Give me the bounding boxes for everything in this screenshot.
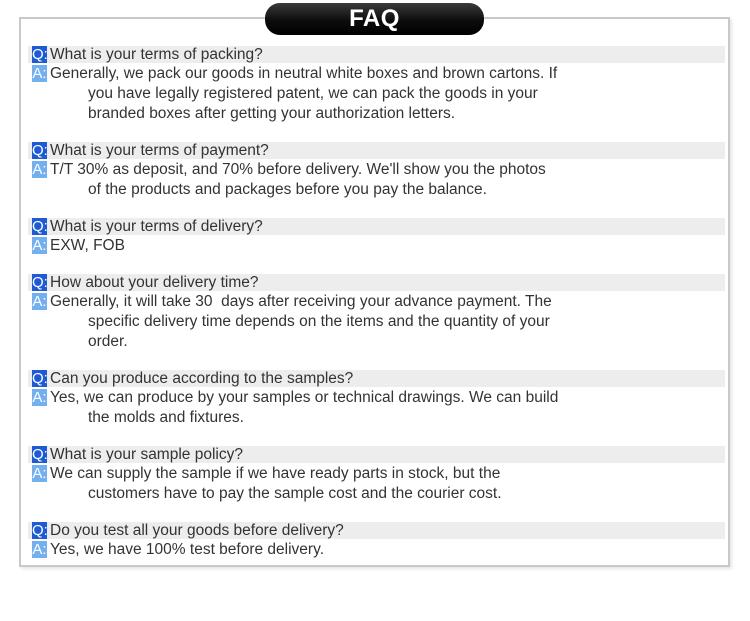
- answer-text: [50, 160, 546, 200]
- question-row: [28, 446, 725, 463]
- question-text: What is your sample policy?: [50, 446, 243, 463]
- a-badge: A:: [32, 65, 47, 82]
- answer-row: [28, 236, 728, 256]
- answer-text: [50, 292, 552, 352]
- answer-text: [50, 540, 324, 560]
- answer-line: Generally, it will take 30 days after receiving your advance payment. The: [50, 293, 552, 310]
- faq-item: [21, 274, 728, 352]
- q-badge: Q:: [32, 218, 48, 235]
- answer-line: Yes, we have 100% test before delivery.: [50, 541, 324, 558]
- a-badge: A:: [32, 389, 47, 406]
- question-text: Do you test all your goods before delivery?: [50, 522, 344, 539]
- question-text: What is your terms of payment?: [50, 142, 269, 159]
- faq-content: [21, 19, 728, 560]
- q-badge: Q:: [32, 446, 48, 463]
- answer-text: [50, 64, 557, 124]
- answer-row: [28, 160, 728, 200]
- question-row: [28, 46, 725, 63]
- answer-line: order.: [88, 333, 128, 350]
- question-row: [28, 218, 725, 235]
- answer-row: [28, 292, 728, 352]
- faq-title: FAQ: [349, 5, 400, 32]
- answer-line: the molds and fixtures.: [88, 409, 244, 426]
- faq-item: [21, 218, 728, 256]
- q-badge: Q:: [32, 522, 48, 539]
- question-row: [28, 370, 725, 387]
- answer-line: of the products and packages before you pay the balance.: [88, 181, 487, 198]
- question-text: What is your terms of packing?: [50, 46, 263, 63]
- answer-text: [50, 464, 502, 504]
- a-badge: A:: [32, 237, 47, 254]
- a-badge: A:: [32, 541, 47, 558]
- answer-line: specific delivery time depends on the items and the quantity of your: [88, 313, 550, 330]
- answer-line: you have legally registered patent, we can pack the goods in your: [88, 85, 538, 102]
- question-text: Can you produce according to the samples?: [50, 370, 354, 387]
- answer-text: [50, 236, 125, 256]
- answer-row: [28, 64, 728, 124]
- question-text: What is your terms of delivery?: [50, 218, 263, 235]
- q-badge: Q:: [32, 274, 48, 291]
- a-badge: A:: [32, 465, 47, 482]
- faq-item: [21, 46, 728, 124]
- q-badge: Q:: [32, 46, 48, 63]
- faq-item: [21, 142, 728, 200]
- answer-line: T/T 30% as deposit, and 70% before delivery. We'll show you the photos: [50, 161, 546, 178]
- answer-row: [28, 540, 728, 560]
- faq-item: [21, 446, 728, 504]
- answer-row: [28, 388, 728, 428]
- faq-item: [21, 370, 728, 428]
- a-badge: A:: [32, 161, 47, 178]
- question-row: [28, 274, 725, 291]
- answer-line: We can supply the sample if we have ready parts in stock, but the: [50, 465, 501, 482]
- answer-line: Generally, we pack our goods in neutral white boxes and brown cartons. If: [50, 65, 558, 82]
- a-badge: A:: [32, 293, 47, 310]
- question-row: [28, 522, 725, 539]
- answer-line: customers have to pay the sample cost and the courier cost.: [88, 485, 502, 502]
- answer-row: [28, 464, 728, 504]
- question-text: How about your delivery time?: [50, 274, 259, 291]
- q-badge: Q:: [32, 370, 48, 387]
- faq-header-pill: [265, 3, 484, 35]
- faq-item: [21, 522, 728, 560]
- q-badge: Q:: [32, 142, 48, 159]
- answer-text: [50, 388, 558, 428]
- faq-panel: [19, 17, 730, 567]
- answer-line: EXW, FOB: [50, 237, 125, 254]
- question-row: [28, 142, 725, 159]
- answer-line: Yes, we can produce by your samples or technical drawings. We can build: [50, 389, 559, 406]
- answer-line: branded boxes after getting your authorization letters.: [88, 105, 456, 122]
